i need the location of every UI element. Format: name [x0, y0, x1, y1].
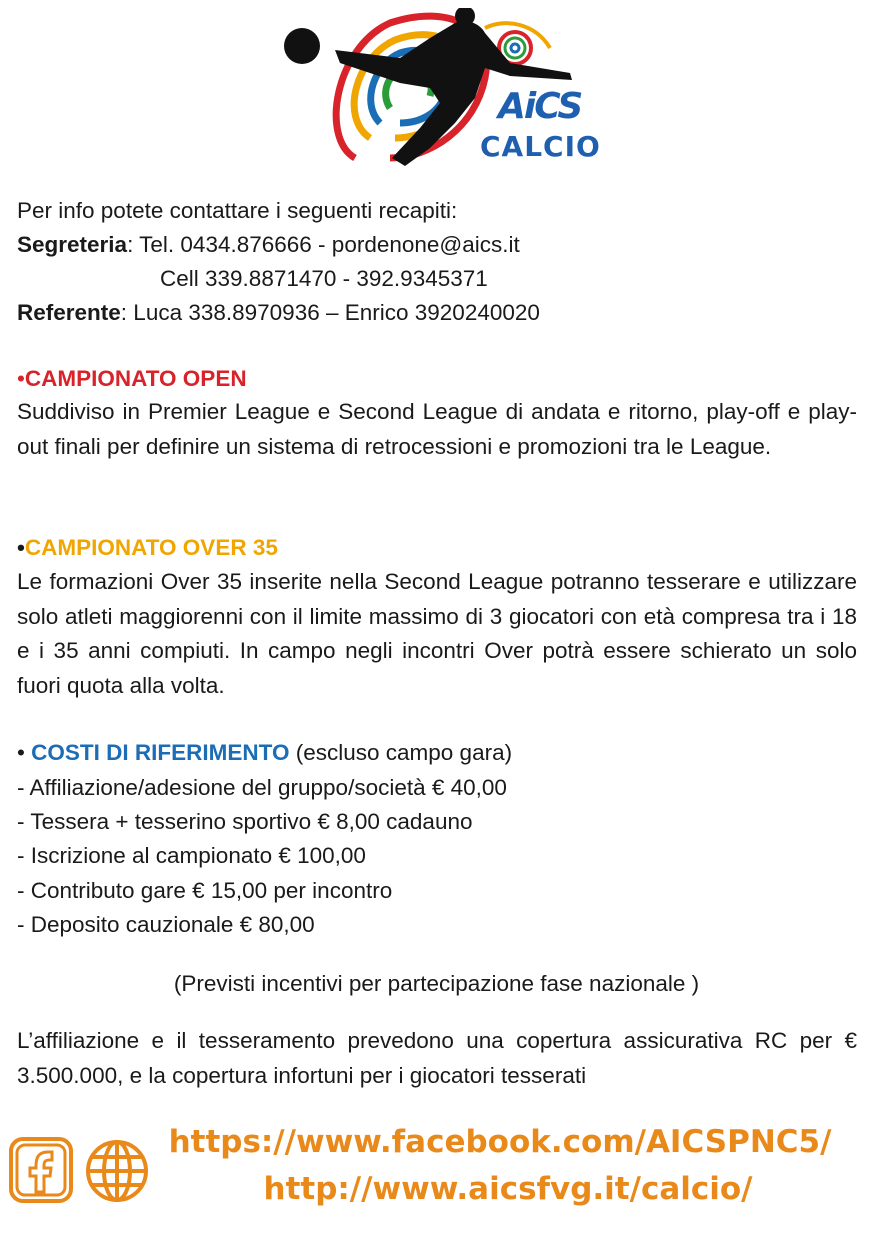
cost-item: - Contributo gare € 15,00 per incontro	[17, 878, 393, 903]
segreteria-label: Segreteria	[17, 232, 128, 257]
over35-heading	[17, 531, 278, 566]
cell-line: Cell 339.8871470 - 392.9345371	[160, 266, 488, 291]
cost-item: - Affiliazione/adesione del gruppo/società € 40,00	[17, 775, 507, 800]
open-body: Suddiviso in Premier League e Second League di andata e ritorno, play-off e play-out finali per definire un sistema di retrocessioni e promozioni tra le League.	[17, 399, 857, 459]
costs-title: COSTI DI RIFERIMENTO	[31, 740, 290, 765]
over35-title: CAMPIONATO OVER 35	[24, 535, 278, 560]
over35-body: Le formazioni Over 35 inserite nella Second League potranno tesserare e utilizzare solo atleti maggiorenni con il limite massimo di 3 giocatori con età compresa tra i 18 e i 35 anni compiuti. In campo negli incontri Over potrà essere schierato un solo fuori quota alla volta.	[17, 569, 857, 698]
cost-item: - Iscrizione al campionato € 100,00	[17, 843, 366, 868]
open-title: CAMPIONATO OPEN	[24, 366, 247, 391]
open-heading	[17, 362, 247, 397]
open-bullet: •	[17, 366, 25, 391]
segreteria-line	[17, 228, 520, 263]
contacts-intro: Per info potete contattare i seguenti recapiti:	[17, 198, 458, 223]
over35-bullet: •	[17, 535, 25, 560]
referente-value: : Luca 338.8970936 – Enrico 3920240020	[120, 300, 540, 325]
aics-logo-text: AiCS	[498, 86, 582, 127]
incentives-note: (Previsti incentivi per partecipazione fase nazionale )	[173, 971, 700, 996]
calcio-logo-text: CALCIO	[480, 130, 601, 163]
referente-line	[17, 296, 540, 331]
costs-bullet: •	[17, 740, 32, 765]
cost-item: - Tessera + tesserino sportivo € 8,00 cadauno	[17, 809, 473, 834]
website-link[interactable]: http://www.aicsfvg.it/calcio/	[263, 1171, 753, 1207]
cost-item: - Deposito cauzionale € 80,00	[17, 912, 315, 937]
costs-note: (escluso campo gara)	[289, 740, 513, 765]
insurance-text: L’affiliazione e il tesseramento prevedono una copertura assicurativa RC per € 3.500.000, e la copertura infortuni per i giocatori tesserati	[17, 1028, 857, 1088]
segreteria-value: : Tel. 0434.876666 - pordenone@aics.it	[127, 232, 520, 257]
facebook-link[interactable]: https://www.facebook.com/AICSPNC5/	[168, 1124, 832, 1160]
costs-heading	[17, 736, 512, 771]
referente-label: Referente	[17, 300, 121, 325]
